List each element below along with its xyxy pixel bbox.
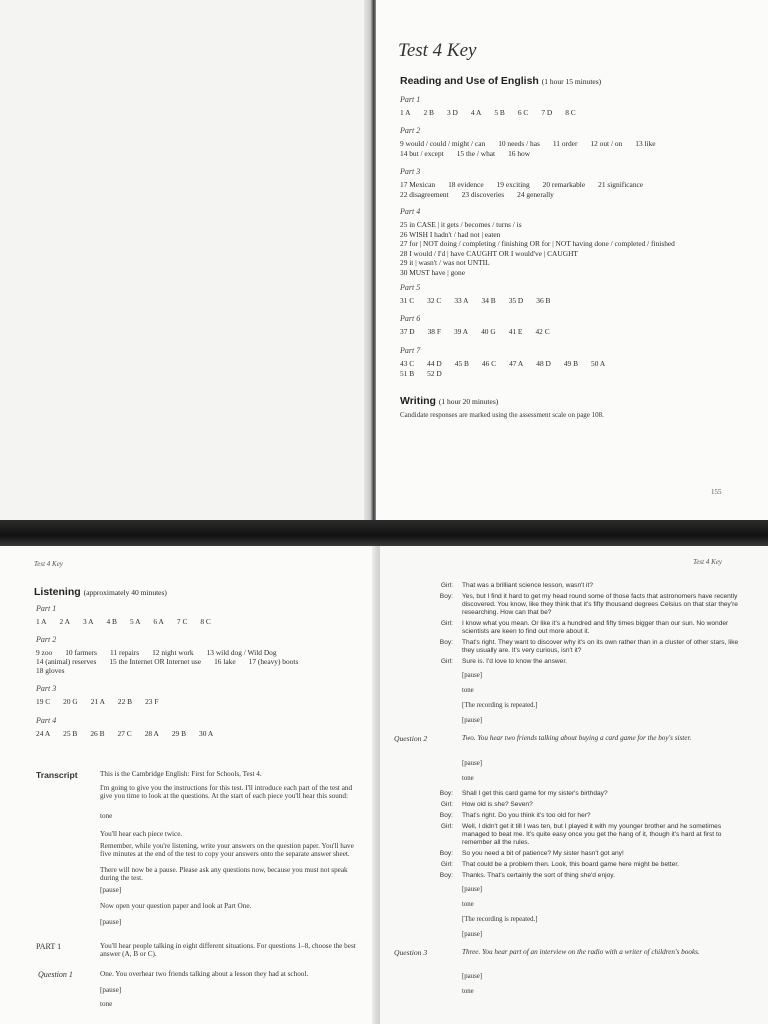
- answer: 51 B: [400, 368, 415, 378]
- answer: 40 G: [481, 327, 496, 336]
- reading-duration: (1 hour 15 minutes): [541, 77, 602, 86]
- answer: 22 disagreement: [400, 189, 449, 199]
- speaker-label: Girl:: [440, 620, 453, 627]
- transcript-page: [380, 546, 768, 1024]
- stage-direction: tone: [462, 774, 474, 782]
- answer: 38 F: [427, 327, 441, 336]
- answer-row: [36, 617, 224, 626]
- answer-row: [400, 239, 688, 248]
- answer: 21 significance: [598, 180, 644, 189]
- stage-direction: [pause]: [462, 672, 483, 679]
- answer: 14 but / except: [400, 148, 444, 158]
- answer-row: [400, 108, 589, 117]
- answer: 11 order: [552, 139, 578, 148]
- transcript-line: You'll hear each piece twice.: [100, 830, 183, 838]
- transcript-label: Transcript: [36, 770, 78, 780]
- question-2-text: Two. You hear two friends talking about buying a card game for the boy's sister.: [462, 734, 692, 742]
- answer: 8 C: [200, 617, 211, 626]
- answer: 49 B: [563, 359, 579, 368]
- answer-row: [400, 139, 669, 148]
- answer: 21 A: [90, 697, 105, 706]
- listening-heading-text: Listening: [34, 586, 81, 598]
- answer: 15 the / what: [456, 148, 496, 158]
- answer: 10 needs / has: [498, 139, 540, 148]
- utterance: I know what you mean. Or like it's a hundred and fifty times bigger than our sun. No wonder scientists are keen to find out more about it.: [462, 620, 729, 635]
- answer-row: [400, 258, 503, 267]
- answer-key-page-reading: [376, 0, 768, 522]
- answer: 17 Mexican: [400, 180, 436, 189]
- part-label: Part 3: [36, 684, 57, 693]
- answer: 10 farmers: [65, 648, 98, 657]
- answer: 27 C: [117, 729, 132, 738]
- writing-heading: [400, 395, 498, 407]
- answer-row: [400, 249, 591, 258]
- answer-row: [400, 296, 563, 305]
- speaker-label: Boy:: [439, 871, 453, 879]
- speaker-label: Boy:: [439, 811, 453, 819]
- answer: 18 evidence: [448, 180, 484, 189]
- answer-row: [36, 666, 78, 675]
- part-label: Part 2: [400, 126, 421, 135]
- answer: 45 B: [454, 359, 469, 368]
- listening-heading: [34, 586, 167, 598]
- speaker-label: Girl:: [440, 860, 453, 868]
- utterance: That was a brilliant science lesson, wasn't it?: [462, 582, 593, 589]
- utterance: Shall I get this card game for my sister's birthday?: [462, 789, 608, 797]
- answer: 3 A: [82, 617, 94, 626]
- answer: 4 B: [106, 617, 117, 626]
- answer: 16 how: [508, 148, 531, 158]
- answer: 30 MUST have | gone: [400, 267, 465, 277]
- question-3-text: Three. You hear part of an interview on the radio with a writer of children's books.: [462, 947, 700, 956]
- answer: 41 E: [508, 327, 523, 336]
- answer: 9 zoo: [36, 648, 53, 657]
- speaker-label: Girl:: [440, 582, 453, 589]
- transcript-line: I'm going to give you the instructions for this test. I'll introduce each part of the test and give you time to look at the questions. At the start of each piece you'll hear this sound:: [100, 784, 353, 801]
- answer: 5 A: [129, 617, 141, 626]
- running-head: Test 4 Key: [34, 560, 63, 568]
- answer: 30 A: [199, 729, 214, 738]
- answer: 5 B: [494, 108, 505, 117]
- answer: 20 G: [63, 697, 78, 706]
- speaker-label: Boy:: [439, 639, 453, 646]
- stage-direction: tone: [462, 900, 474, 908]
- writing-heading-text: Writing: [400, 395, 436, 407]
- answer: 18 gloves: [36, 666, 65, 676]
- part-label: Part 7: [400, 346, 421, 355]
- stage-direction: [The recording is repeated.]: [462, 915, 538, 923]
- answer: 16 lake: [214, 657, 236, 667]
- part-label: Part 1: [36, 604, 57, 613]
- answer: 29 B: [171, 729, 187, 738]
- stage-direction: [pause]: [462, 717, 483, 724]
- answer-row: [36, 729, 226, 738]
- utterance: Thanks. That's certainly the sort of thing she'd enjoy.: [462, 871, 615, 879]
- part1-label: PART 1: [36, 942, 62, 951]
- answer: 17 (heavy) boots: [248, 657, 299, 667]
- utterance: Well, I didn't get it till I was ten, but I played it with my younger brother and he sometimes managed to beat me. It's quite easy once you get the hang of it, though it's hard at first to remember all the rules.: [462, 822, 722, 846]
- answer: 26 WISH I hadn't / had not | eaten: [400, 229, 501, 239]
- transcript-line: There will now be a pause. Please ask any questions now, because you must not speak during the test.: [100, 866, 348, 883]
- answer: 20 remarkable: [542, 180, 586, 189]
- part-label: Part 1: [400, 95, 421, 104]
- answer: 22 B: [117, 697, 133, 706]
- answer: 23 discoveries: [461, 189, 505, 199]
- stage-direction: [pause]: [462, 930, 483, 938]
- part-label: Part 4: [400, 207, 421, 216]
- stage-direction: [pause]: [462, 885, 483, 893]
- answer: 31 C: [400, 296, 415, 305]
- answer-row: [36, 657, 311, 666]
- answer: 13 wild dog / Wild Dog: [206, 648, 277, 657]
- answer: 33 A: [454, 296, 469, 305]
- answer: 1 A: [400, 108, 411, 117]
- speaker-label: Girl:: [440, 822, 453, 830]
- reading-heading-text: Reading and Use of English: [400, 75, 539, 87]
- answer: 28 A: [144, 729, 159, 738]
- part-label: Part 2: [36, 635, 57, 644]
- utterance: Sure is. I'd love to know the answer.: [462, 658, 567, 665]
- stage-direction: [pause]: [462, 759, 483, 767]
- answer-row: [400, 230, 513, 239]
- writing-text: Candidate responses are marked using the assessment scale on page 108.: [400, 411, 604, 419]
- answer: 37 D: [400, 327, 415, 336]
- answer: 36 B: [536, 296, 551, 305]
- answer: 2 A: [59, 617, 70, 626]
- answer-row: [400, 327, 563, 336]
- answer: 35 D: [508, 296, 524, 305]
- answer: 43 C: [400, 359, 415, 368]
- answer: 6 C: [517, 108, 529, 117]
- answer: 28 I would / I'd | have CAUGHT OR I would've | CAUGHT: [400, 248, 578, 258]
- utterance: That could be a problem then. Look, this board game here might be better.: [462, 860, 679, 868]
- answer: 6 A: [153, 617, 164, 626]
- speaker-label: Boy:: [439, 849, 453, 857]
- answer-row: [400, 220, 535, 229]
- page-number: 155: [711, 488, 722, 496]
- answer: 23 F: [145, 697, 159, 706]
- question-3-label: Question 3: [394, 947, 428, 957]
- answer-row: [400, 268, 478, 277]
- scan-edge-band: [0, 520, 768, 546]
- answer-row: [36, 697, 171, 706]
- answer: 27 for | NOT doing / completing / finishing OR for | NOT having done / completed / finished: [400, 239, 675, 248]
- page-title: Test 4 Key: [398, 40, 477, 61]
- utterance: So you need a bit of patience? My sister hasn't got any!: [462, 849, 624, 857]
- answer: 44 D: [427, 359, 442, 368]
- answer: 8 C: [565, 108, 576, 117]
- answer-row: [400, 149, 543, 158]
- part1-text: You'll hear people talking in eight different situations. For questions 1–8, choose the best answer (A, B or C).: [100, 942, 356, 959]
- part-label: Part 3: [400, 167, 421, 176]
- transcript-line: Now open your question paper and look at Part One.: [100, 902, 252, 910]
- utterance: Yes, but I find it hard to get my head round some of those facts that astronomers have recently discovered. You know, like they think that it's fifty thousand degrees Celsius on that star they're researching. How can that be?: [462, 593, 738, 616]
- transcript-line: [pause]: [100, 918, 122, 926]
- answer: 39 A: [453, 327, 469, 336]
- answer: 19 C: [36, 697, 51, 706]
- answer: 26 B: [90, 729, 105, 738]
- answer: 50 A: [591, 359, 606, 368]
- answer: 34 B: [481, 296, 496, 305]
- utterance: That's right. Do you think it's too old for her?: [462, 811, 591, 819]
- speaker-label: Girl:: [440, 658, 453, 665]
- answer-row: [36, 648, 290, 657]
- question-2-label: Question 2: [394, 734, 428, 743]
- answer: 25 in CASE | it gets / becomes / turns / is: [400, 220, 522, 229]
- pause-marker: [pause]: [100, 986, 122, 994]
- answer: 9 would / could / might / can: [400, 139, 486, 148]
- stage-direction: tone: [462, 687, 474, 694]
- answer: 12 night work: [152, 648, 194, 657]
- answer: 11 repairs: [110, 648, 140, 657]
- part-label: Part 4: [36, 716, 57, 725]
- transcript-line: [pause]: [100, 886, 122, 894]
- answer: 7 C: [176, 617, 188, 626]
- answer: 29 it | wasn't / was not UNTIL: [400, 258, 490, 267]
- transcript-line: Remember, while you're listening, write your answers on the question paper. You'll have five minutes at the end of the test to copy your answers onto the separate answer sheet.: [100, 842, 354, 859]
- question-1-text: One. You overhear two friends talking about a lesson they had at school.: [100, 970, 309, 978]
- answer: 19 exciting: [496, 180, 530, 189]
- speaker-label: Girl:: [440, 800, 453, 808]
- stage-direction: [pause]: [462, 973, 483, 981]
- answer: 7 D: [541, 108, 553, 117]
- answer: 14 (animal) reserves: [36, 657, 97, 667]
- part-label: Part 6: [400, 314, 421, 323]
- answer: 15 the Internet OR Internet use: [109, 657, 202, 667]
- answer: 42 C: [535, 327, 550, 336]
- answer: 52 D: [427, 368, 442, 378]
- answer: 3 D: [446, 108, 458, 117]
- answer: 32 C: [427, 296, 442, 305]
- answer: 48 D: [536, 359, 551, 368]
- answer: 1 A: [36, 617, 47, 626]
- reading-heading: [400, 75, 601, 87]
- answer: 12 out / on: [590, 139, 623, 148]
- answer-row: [400, 180, 656, 189]
- part-label: Part 5: [400, 283, 421, 292]
- answer: 24 generally: [517, 189, 554, 199]
- stage-direction: [The recording is repeated.]: [462, 702, 538, 709]
- answer: 13 like: [635, 139, 656, 148]
- speaker-label: Boy:: [439, 789, 453, 797]
- answer: 46 C: [481, 359, 497, 368]
- answer: 47 A: [509, 359, 524, 368]
- blank-left-page: [0, 0, 376, 522]
- answer: 25 B: [63, 729, 78, 738]
- answer-row: [400, 359, 618, 368]
- answer: 4 A: [470, 108, 482, 117]
- stage-direction: tone: [462, 988, 474, 996]
- speaker-label: Boy:: [439, 593, 453, 600]
- running-head-right: Test 4 Key: [693, 558, 722, 566]
- writing-duration: (1 hour 20 minutes): [438, 397, 499, 406]
- question-1-label: Question 1: [38, 970, 73, 979]
- answer-row: [400, 190, 567, 199]
- transcript-line: This is the Cambridge English: First for Schools, Test 4.: [100, 770, 262, 778]
- listening-duration: (approximately 40 minutes): [83, 588, 167, 597]
- answer: 2 B: [423, 108, 434, 117]
- answer-key-page-listening: [0, 546, 380, 1024]
- utterance: That's right. They want to discover why it's on its own rather than in a cluster of other stars, like they usually are. It's very curious, isn't it?: [462, 639, 739, 654]
- transcript-line: tone: [100, 812, 113, 820]
- utterance: How old is she? Seven?: [462, 800, 533, 808]
- answer-row: [400, 369, 455, 378]
- answer: 24 A: [36, 729, 51, 738]
- tone-marker: tone: [100, 1000, 113, 1008]
